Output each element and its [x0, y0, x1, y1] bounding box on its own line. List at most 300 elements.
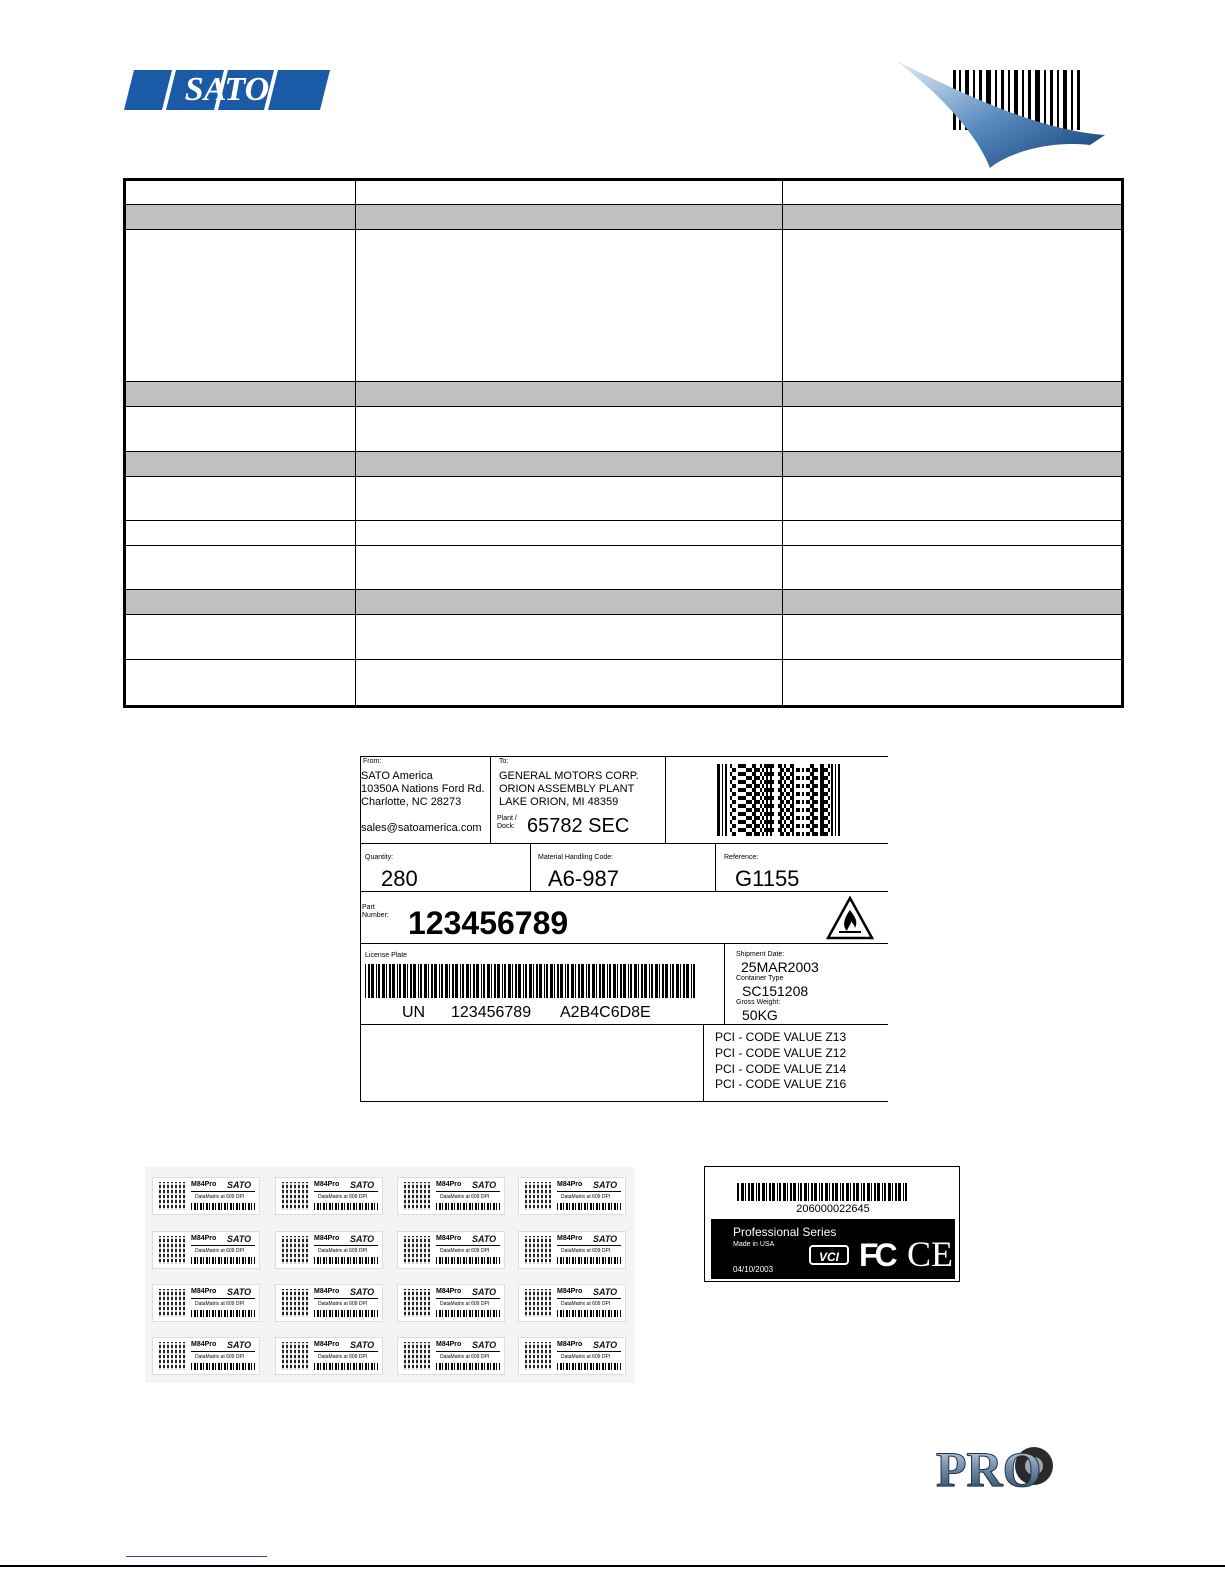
pdf417-cell	[796, 808, 798, 812]
datamatrix-texture	[404, 1236, 432, 1264]
pdf417-cell	[742, 812, 744, 816]
sato-logo-text: SATO	[184, 71, 270, 108]
pdf417-cell	[766, 764, 768, 768]
pdf417-cell	[778, 796, 780, 800]
pdf417-cell	[798, 800, 800, 804]
pdf417-cell	[812, 796, 814, 800]
pdf417-cell	[732, 800, 734, 804]
pdf417-cell	[824, 832, 826, 836]
pdf417-cell	[770, 832, 772, 836]
barcode-bar	[613, 964, 616, 998]
label-brand: SATO	[472, 1340, 497, 1350]
barcode-bar	[441, 964, 443, 998]
sample-label-sheet	[145, 1167, 635, 1383]
pdf417-cell	[768, 828, 770, 832]
pdf417-cell	[820, 796, 822, 800]
pdf417-cell	[824, 808, 826, 812]
pdf417-cell	[812, 816, 814, 820]
barcode-bar	[560, 964, 563, 998]
pdf417-cell	[784, 828, 786, 832]
pdf417-cell	[820, 832, 822, 836]
pdf417-cell	[762, 792, 764, 796]
pdf417-cell	[760, 780, 762, 784]
pdf417-cell	[802, 808, 804, 812]
pdf417-cell	[768, 780, 770, 784]
barcode-bar	[407, 964, 408, 998]
barcode-bar	[762, 1183, 765, 1201]
pdf417-cell	[746, 816, 748, 820]
material-value: A6-987	[548, 866, 619, 891]
pdf417-cell	[766, 768, 768, 772]
sample-label	[397, 1284, 505, 1322]
pdf417-cell	[750, 800, 752, 804]
barcode-bar	[800, 1183, 802, 1201]
pdf417-cell	[784, 772, 786, 776]
pdf417-cell	[730, 804, 732, 808]
reference-value: G1155	[735, 866, 800, 891]
pdf417-cell	[754, 816, 756, 820]
pdf417-cell	[826, 832, 828, 836]
pdf417-cell	[824, 784, 826, 788]
pdf417-cell	[826, 808, 828, 812]
label-rule	[314, 1191, 378, 1192]
pdf417-cell	[820, 780, 822, 784]
pdf417-cell	[792, 784, 794, 788]
pdf417-cell	[824, 792, 826, 796]
pdf417-cell	[820, 828, 822, 832]
pdf417-cell	[820, 792, 822, 796]
table-row	[125, 407, 1123, 451]
pdf417-cell	[780, 788, 782, 792]
pdf417-cell	[810, 804, 812, 808]
pdf417-cell	[822, 784, 824, 788]
pdf417-cell	[744, 780, 746, 784]
barcode-bar	[829, 1183, 830, 1201]
pdf417-cell	[812, 800, 814, 804]
label-rule	[191, 1245, 255, 1246]
barcode-bar	[662, 964, 664, 998]
barcode-bar	[494, 964, 496, 998]
pdf417-cell	[810, 788, 812, 792]
pdf417-cell	[770, 812, 772, 816]
pdf417-cell	[780, 816, 782, 820]
pdf417-cell	[782, 784, 784, 788]
pdf417-cell	[786, 816, 788, 820]
pdf417-cell	[738, 764, 740, 768]
pdf417-cell	[796, 768, 798, 772]
barcode-bar	[476, 964, 479, 998]
license-label: License Plate	[365, 952, 408, 959]
table-row	[125, 476, 1123, 520]
pdf417-cell	[810, 828, 812, 832]
pdf417-cell	[820, 800, 822, 804]
pdf417-cell	[732, 768, 734, 772]
pdf417-cell	[760, 796, 762, 800]
pdf417-cell	[754, 776, 756, 780]
pdf417-cell	[738, 820, 740, 824]
pdf417-cell	[754, 812, 756, 816]
label-rule	[436, 1245, 500, 1246]
pdf417-cell	[772, 820, 774, 824]
barcode-bar	[783, 1183, 786, 1201]
pdf417-cell	[810, 764, 812, 768]
pdf417-cell	[752, 820, 754, 824]
barcode-bar	[655, 964, 658, 998]
pdf417-cell	[778, 788, 780, 792]
pdf417-cell	[758, 784, 760, 788]
pdf417-cell	[802, 816, 804, 820]
pdf417-cell	[814, 768, 816, 772]
pdf417-cell	[770, 808, 772, 812]
datamatrix-texture	[159, 1342, 187, 1370]
label-rule	[557, 1351, 621, 1352]
sample-label	[397, 1231, 505, 1269]
pdf417-cell	[754, 832, 756, 836]
barcode-bar	[779, 1183, 781, 1201]
pdf417-cell	[798, 776, 800, 780]
pdf417-cell	[752, 828, 754, 832]
pdf417-cell	[806, 776, 808, 780]
barcode-bar	[483, 964, 485, 998]
pdf417-cell	[806, 800, 808, 804]
pdf417-cell	[754, 788, 756, 792]
pdf417-cell	[780, 780, 782, 784]
pdf417-cell	[778, 820, 780, 824]
pdf417-cell	[758, 824, 760, 828]
barcode-bar	[567, 964, 569, 998]
barcode-bar	[630, 964, 632, 998]
pdf417-cell	[822, 792, 824, 796]
label-caption: DataMatrix at 609 DPI	[561, 1354, 611, 1360]
datamatrix-texture	[282, 1289, 310, 1317]
quantity-value: 280	[381, 866, 418, 891]
pdf417-cell	[770, 772, 772, 776]
barcode-bar	[557, 964, 559, 998]
barcode-bar	[745, 1183, 746, 1201]
barcode-bar	[392, 964, 395, 998]
label-caption: DataMatrix at 609 DPI	[561, 1194, 611, 1200]
barcode-bar	[386, 964, 387, 998]
pdf417-cell	[814, 784, 816, 788]
pdf417-cell	[730, 780, 732, 784]
barcode-bar	[607, 964, 608, 998]
product-nameplate	[704, 1166, 960, 1282]
barcode-bar	[874, 1183, 876, 1201]
barcode-swoosh-icon	[895, 60, 1105, 168]
pdf417-cell	[828, 780, 830, 784]
pdf417-cell	[784, 764, 786, 768]
pdf417-cell	[814, 832, 816, 836]
pdf417-cell	[808, 784, 810, 788]
pdf417-cell	[814, 792, 816, 796]
pdf417-cell	[796, 832, 798, 836]
pdf417-cell	[734, 808, 736, 812]
pdf417-cell	[816, 792, 818, 796]
pdf417-cell	[766, 820, 768, 824]
label-rule	[557, 1191, 621, 1192]
pdf417-cell	[740, 780, 742, 784]
label-barcode	[436, 1257, 500, 1264]
pdf417-cell	[788, 824, 790, 828]
label-brand: SATO	[593, 1287, 618, 1297]
label-caption: DataMatrix at 609 DPI	[195, 1301, 245, 1307]
pdf417-cell	[748, 800, 750, 804]
label-caption: DataMatrix at 609 DPI	[440, 1301, 490, 1307]
pdf417-cell	[828, 820, 830, 824]
pdf417-cell	[806, 824, 808, 828]
pdf417-cell	[772, 828, 774, 832]
pdf417-cell	[758, 800, 760, 804]
pdf417-cell	[766, 784, 768, 788]
pdf417-cell	[806, 832, 808, 836]
pdf417-cell	[806, 768, 808, 772]
label-rule	[436, 1191, 500, 1192]
barcode-bar	[840, 1183, 841, 1201]
pdf417-cell	[754, 800, 756, 804]
pdf417-cell	[826, 768, 828, 772]
pdf417-cell	[746, 832, 748, 836]
pdf417-cell	[822, 776, 824, 780]
barcode-bar	[487, 964, 490, 998]
pdf417-cell	[792, 792, 794, 796]
pdf417-cell	[780, 772, 782, 776]
table-row	[125, 180, 1123, 205]
pdf417-cell	[792, 808, 794, 812]
label-model: M84Pro	[557, 1288, 583, 1295]
pdf417-cell	[802, 800, 804, 804]
pdf417-cell	[740, 772, 742, 776]
pdf417-cell	[768, 812, 770, 816]
pdf417-cell	[814, 824, 816, 828]
barcode-bar	[850, 1183, 851, 1201]
pdf417-cell	[770, 796, 772, 800]
pdf417-cell	[760, 772, 762, 776]
pdf417-cell	[750, 768, 752, 772]
pdf417-cell	[788, 792, 790, 796]
label-model: M84Pro	[314, 1181, 340, 1188]
pdf417-cell	[746, 776, 748, 780]
label-model: M84Pro	[436, 1235, 462, 1242]
pdf417-cell	[814, 776, 816, 780]
pdf417-cell	[742, 828, 744, 832]
footer-link-underline[interactable]	[126, 1556, 267, 1557]
barcode-bar	[533, 964, 534, 998]
pdf417-cell	[758, 832, 760, 836]
barcode-bar	[512, 964, 513, 998]
barcode-bar	[884, 1183, 886, 1201]
barcode-bar	[821, 1183, 823, 1201]
pdf417-cell	[780, 784, 782, 788]
pdf417-cell	[798, 832, 800, 836]
table-row	[125, 520, 1123, 545]
barcode-bar	[599, 964, 601, 998]
pdf417-cell	[786, 824, 788, 828]
barcode-bar	[644, 964, 647, 998]
pdf417-cell	[754, 780, 756, 784]
pdf417-cell	[744, 788, 746, 792]
ce-mark: CE	[907, 1234, 954, 1274]
label-rule	[191, 1191, 255, 1192]
label-caption: DataMatrix at 609 DPI	[561, 1301, 611, 1307]
pdf417-cell	[758, 808, 760, 812]
pdf417-cell	[806, 816, 808, 820]
pdf417-cell	[828, 764, 830, 768]
pdf417-cell	[822, 780, 824, 784]
pdf417-cell	[730, 772, 732, 776]
pdf417-cell	[782, 792, 784, 796]
pdf417-cell	[762, 832, 764, 836]
label-rule	[436, 1351, 500, 1352]
pdf417-cell	[792, 768, 794, 772]
pdf417-cell	[810, 820, 812, 824]
barcode-bar	[628, 964, 629, 998]
from-line: SATO America	[361, 770, 433, 782]
barcode-bar	[787, 1183, 788, 1201]
datamatrix-texture	[525, 1182, 553, 1210]
shipping-label	[360, 756, 888, 1102]
label-barcode	[557, 1203, 621, 1210]
pdf417-cell	[826, 816, 828, 820]
pdf417-cell	[772, 764, 774, 768]
pdf417-cell	[782, 832, 784, 836]
pdf417-cell	[790, 812, 792, 816]
pdf417-cell	[738, 812, 740, 816]
pdf417-cell	[766, 824, 768, 828]
table-row	[125, 546, 1123, 590]
pdf417-cell	[790, 772, 792, 776]
pdf417-cell	[782, 816, 784, 820]
pdf417-cell	[820, 824, 822, 828]
pdf417-cell	[796, 824, 798, 828]
pdf417-cell	[822, 816, 824, 820]
label-barcode	[191, 1363, 255, 1370]
table-row	[125, 205, 1123, 230]
pdf417-cell	[826, 800, 828, 804]
pdf417-cell	[748, 816, 750, 820]
gross-value: 50KG	[742, 1007, 778, 1023]
pdf417-cell	[812, 808, 814, 812]
pdf417-cell	[824, 824, 826, 828]
barcode-bar	[798, 1183, 799, 1201]
sample-label	[397, 1337, 505, 1375]
barcode-bar	[554, 964, 555, 998]
origin-text: Made in USA	[733, 1241, 775, 1248]
pdf417-cell	[780, 796, 782, 800]
pdf417-cell	[812, 764, 814, 768]
pdf417-cell	[770, 776, 772, 780]
datamatrix-texture	[404, 1342, 432, 1370]
pdf417-cell	[748, 784, 750, 788]
pdf417-cell	[806, 792, 808, 796]
pdf417-cell	[760, 828, 762, 832]
part-label: Part	[362, 904, 375, 911]
barcode-bar	[515, 964, 517, 998]
pdf417-cell	[742, 820, 744, 824]
pdf417-cell	[742, 796, 744, 800]
pdf417-cell	[790, 780, 792, 784]
pdf417-cell	[782, 768, 784, 772]
barcode-bar	[571, 964, 574, 998]
pdf417-cell	[746, 824, 748, 828]
datamatrix-texture	[525, 1342, 553, 1370]
barcode-bar	[634, 964, 637, 998]
pdf417-cell	[754, 764, 756, 768]
pdf417-cell	[822, 800, 824, 804]
pdf417-cell	[730, 820, 732, 824]
pdf417-cell	[784, 788, 786, 792]
pdf417-cell	[750, 832, 752, 836]
pdf417-cell	[766, 832, 768, 836]
label-caption: DataMatrix at 609 DPI	[440, 1194, 490, 1200]
pdf417-cell	[764, 804, 766, 808]
pdf417-cell	[750, 792, 752, 796]
pdf417-cell	[778, 804, 780, 808]
pdf417-cell	[732, 824, 734, 828]
pdf417-cell	[822, 832, 824, 836]
from-line: 10350A Nations Ford Rd.	[361, 783, 485, 795]
label-barcode	[436, 1310, 500, 1317]
barcode-bar	[371, 964, 374, 998]
pdf417-cell	[760, 812, 762, 816]
barcode-bar	[905, 1183, 907, 1201]
pdf417-cell	[742, 780, 744, 784]
sample-label	[152, 1337, 260, 1375]
pdf417-cell	[780, 792, 782, 796]
pdf417-cell	[766, 792, 768, 796]
pdf417-cell	[748, 832, 750, 836]
pdf417-cell	[732, 784, 734, 788]
label-brand: SATO	[227, 1180, 252, 1190]
pdf417-cell	[762, 800, 764, 804]
pdf417-cell	[760, 804, 762, 808]
sample-label	[397, 1177, 505, 1215]
pdf417-cell	[828, 772, 830, 776]
pdf417-cell	[780, 820, 782, 824]
label-model: M84Pro	[436, 1341, 462, 1348]
pdf417-cell	[764, 788, 766, 792]
barcode-bar	[413, 964, 416, 998]
barcode-bar	[846, 1183, 849, 1201]
label-barcode	[436, 1363, 500, 1370]
vci-mark: VCI	[809, 1245, 849, 1265]
pdf417-cell	[756, 816, 758, 820]
pdf417-cell	[820, 812, 822, 816]
barcode-bar	[578, 964, 580, 998]
pdf417-cell	[772, 796, 774, 800]
barcode-bar	[693, 964, 695, 998]
barcode-bar	[523, 964, 524, 998]
pdf417-cell	[780, 812, 782, 816]
pdf417-cell	[810, 772, 812, 776]
label-model: M84Pro	[436, 1181, 462, 1188]
pdf417-cell	[814, 808, 816, 812]
pdf417-cell	[738, 772, 740, 776]
pdf417-cell	[808, 768, 810, 772]
pdf417-cell	[734, 800, 736, 804]
pdf417-cell	[810, 796, 812, 800]
barcode-bar	[808, 1183, 809, 1201]
serial-number: 206000022645	[796, 1203, 870, 1215]
barcode-bar	[651, 964, 653, 998]
barcode-bar	[665, 964, 668, 998]
pdf417-cell	[734, 768, 736, 772]
pro-logo-text: PRO	[936, 1441, 1042, 1492]
label-model: M84Pro	[314, 1341, 340, 1348]
pdf417-cell	[770, 820, 772, 824]
barcode-bar	[397, 964, 398, 998]
datamatrix-texture	[159, 1289, 187, 1317]
pdf417-cell	[824, 776, 826, 780]
